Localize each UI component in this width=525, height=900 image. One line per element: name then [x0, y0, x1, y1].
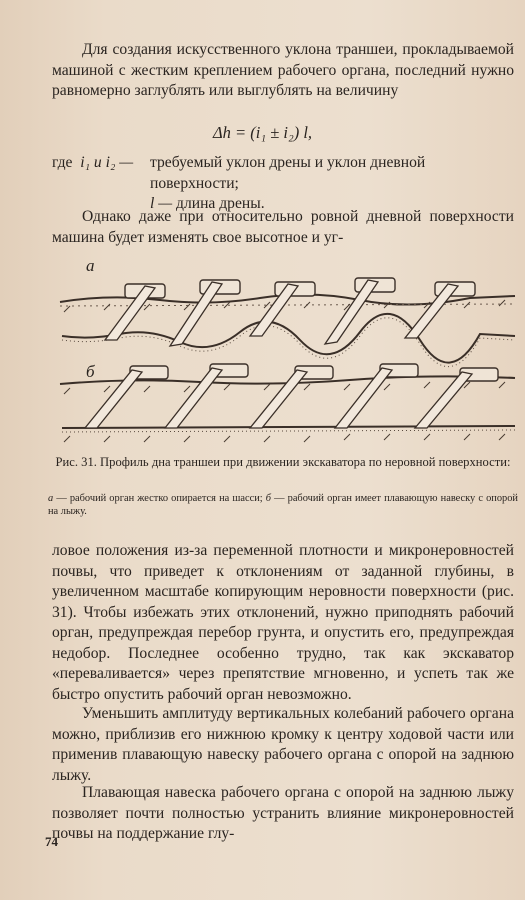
paragraph-3-text: ловое положения из-за переменной плотности и микронеровностей почвы, что приведет к отклонениям от заданной глубины, в увеличенном масштабе копирующим неровности поверхности (рис. 31). Чтобы избежать этих отклонений, нужно приподнять рабочий орган, предупреждая перебор грунта, и опустить его, предупреждая недобор. Последнее особенно трудно, так как экскаватор «переваливается» через препятствие мгновенно, и успеть так же быстро опустить рабочий орган невозможно. [52, 542, 514, 703]
l-def: длина дрены. [176, 195, 265, 212]
page-number: 74 [45, 834, 58, 849]
paragraph-4 [52, 704, 514, 786]
where-vars: i₁ и i₂ — [80, 154, 134, 171]
note-a-text: — рабочий орган жестко опирается на шасси; [53, 493, 266, 504]
trench-bottom-b [62, 426, 515, 428]
paragraph-5 [52, 783, 514, 845]
paragraph-5-text: Плавающая навеска рабочего органа с опорой на заднюю лыжу позволяет почти полностью устранить влияние микронеровностей почвы на поддержание глу- [52, 784, 514, 842]
paragraph-3 [52, 541, 514, 705]
paragraph-2 [52, 207, 514, 248]
formula-definitions [52, 153, 514, 215]
paragraph-2-text: Однако даже при относительно ровной дневной поверхности машина будет изменять свое высотное и уг- [52, 208, 514, 246]
figure-caption: Рис. 31. Профиль дна траншеи при движении экскаватора по неровной поверхности: [55, 455, 511, 469]
paragraph-1-text: Для создания искусственного уклона траншеи, прокладываемой машиной с жестким креплением рабочего органа, последний нужно равномерно заглублять или выглублять на величину [52, 41, 514, 99]
note-a-letter: а [48, 493, 54, 504]
figure-caption-note [48, 492, 518, 518]
note-b-letter: б [265, 493, 271, 504]
paragraph-1 [52, 40, 514, 102]
where-word: где [52, 154, 73, 171]
l-var: l — [150, 195, 173, 212]
figure-31 [50, 254, 520, 448]
where-def: требуемый уклон дрены и уклон дневной поверхности; [150, 154, 426, 192]
note-b-text: — рабочий орган имеет плавающую навеску с опорой на лыжу. [48, 493, 518, 517]
figure-label-a: а [86, 256, 95, 275]
figure-label-b: б [86, 362, 95, 381]
trench-profile-drawing [50, 254, 520, 448]
paragraph-4-text: Уменьшить амплитуду вертикальных колебаний рабочего органа можно, приблизив его нижнюю кромку к центру ходовой части или применив плавающую навеску рабочего органа с опорой на заднюю лыжу. [52, 705, 514, 784]
definition-i [52, 153, 514, 194]
formula: Δh = (i₁ ± i₂) l, [212, 123, 313, 142]
